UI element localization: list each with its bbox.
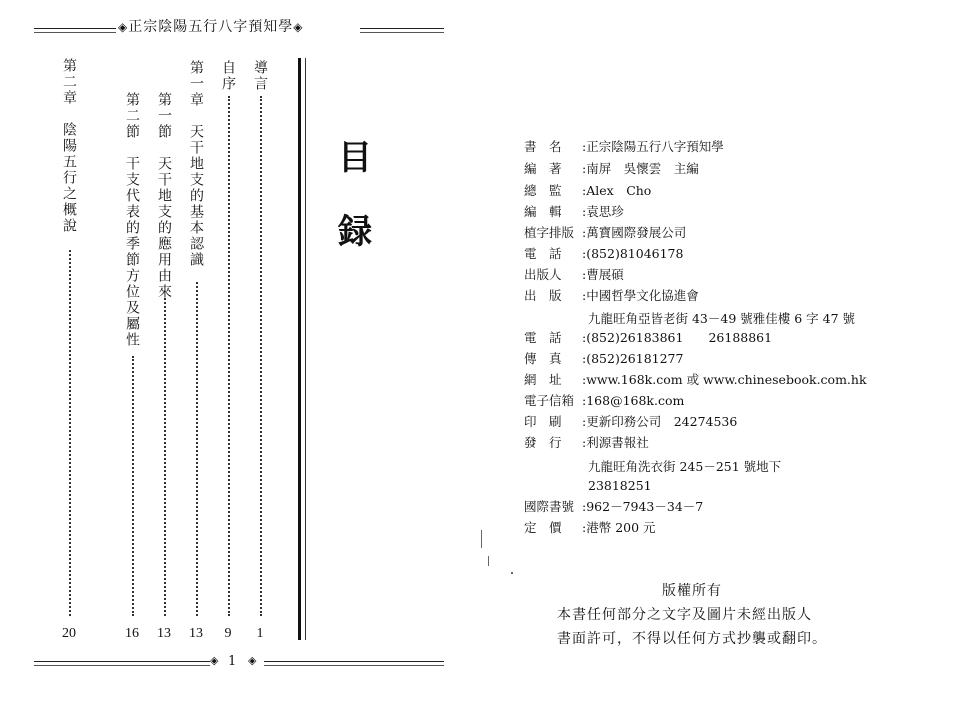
colophon-row	[524, 160, 699, 178]
colophon-row	[524, 287, 699, 305]
toc-leader-dots	[196, 282, 198, 616]
toc-entry-preface-intro: 導言	[252, 60, 268, 92]
colophon-value: 利源書報社	[586, 435, 649, 450]
colophon-colon: :	[582, 288, 587, 303]
footer-rule-right	[264, 661, 444, 662]
colophon-colon: :	[582, 499, 587, 514]
colophon-colon: :	[582, 351, 587, 366]
colophon-colon: :	[582, 139, 587, 154]
toc-entry-chapter-1: 第一章 天干地支的基本認識	[188, 60, 204, 268]
toc-page-number: 20	[62, 626, 76, 641]
colophon-value: (852)26183861 26188861	[586, 330, 773, 345]
colophon-value: 曹展碩	[586, 267, 624, 282]
colophon-label: 電 話	[524, 330, 562, 345]
footer-page-number: 1	[228, 654, 237, 669]
colophon-value: 168@168k.com	[586, 393, 685, 408]
colophon-value: (852)81046178	[586, 246, 684, 261]
colophon-colon: :	[582, 161, 587, 176]
scan-speck	[488, 556, 489, 566]
header-rule-right	[360, 28, 444, 29]
colophon-row	[524, 350, 683, 368]
colophon-row	[524, 266, 624, 284]
colophon-colon: :	[582, 225, 587, 240]
colophon-value: 南屏 吳懷雲 主編	[586, 161, 699, 176]
colophon-label: 出 版	[524, 288, 562, 303]
scan-speck	[511, 572, 513, 574]
toc-title-char-1: 目	[338, 138, 372, 178]
colophon-colon: :	[582, 414, 587, 429]
toc-leader-dots	[132, 356, 134, 616]
toc-entry-section-1: 第一節 天干地支的應用由來	[156, 92, 172, 300]
colophon-row	[524, 329, 772, 347]
colophon-colon: :	[582, 183, 587, 198]
copyright-line-1: 本書任何部分之文字及圖片未經出版人	[557, 607, 812, 623]
colophon-label: 書 名	[524, 139, 562, 154]
colophon-label: 印 刷	[524, 414, 562, 429]
colophon-label: 總 監	[524, 183, 562, 198]
colophon-row	[524, 245, 683, 263]
colophon-label: 國際書號	[524, 499, 575, 514]
colophon-label: 定 價	[524, 520, 562, 535]
colophon-row	[524, 138, 724, 156]
colophon-colon: :	[582, 520, 587, 535]
colophon-continuation: 九龍旺角洗衣街 245－251 號地下	[588, 459, 782, 474]
colophon-label: 電子信箱	[524, 393, 575, 408]
toc-title-char-2: 録	[338, 212, 372, 252]
toc-page-number: 13	[189, 626, 203, 641]
colophon-value: 更新印務公司 24274536	[586, 414, 738, 429]
toc-entry-section-2: 第二節 干支代表的季節方位及屬性	[124, 92, 140, 348]
colophon-colon: :	[582, 393, 587, 408]
colophon-value: 萬寶國際發展公司	[586, 225, 687, 240]
colophon-continuation: 23818251	[588, 478, 652, 493]
running-header	[118, 16, 303, 36]
toc-page-number: 16	[125, 626, 139, 641]
colophon-row	[524, 519, 656, 537]
footer-ornament-right-icon: ◈	[248, 654, 257, 667]
running-header-title: 正宗陰陽五行八字預知學	[128, 19, 294, 35]
colophon-label: 植字排版	[524, 225, 575, 240]
toc-leader-dots	[164, 298, 166, 616]
colophon-colon: :	[582, 204, 587, 219]
colophon-value: 962－7943－34－7	[586, 499, 704, 514]
copyright-heading: 版權所有	[662, 583, 722, 599]
toc-frame-line-thin	[305, 58, 306, 640]
toc-entry-author-preface: 自序	[220, 60, 236, 92]
colophon-row	[524, 413, 737, 431]
colophon-row	[524, 203, 624, 221]
colophon-row	[524, 498, 703, 516]
toc-leader-dots	[260, 96, 262, 616]
scan-speck	[481, 530, 482, 548]
footer-rule-left-inner	[34, 665, 210, 666]
colophon-value: www.168k.com 或 www.chinesebook.com.hk	[586, 372, 867, 387]
colophon-colon: :	[582, 330, 587, 345]
colophon-label: 出版人	[524, 267, 562, 282]
colophon-row	[524, 182, 651, 200]
colophon-label: 發 行	[524, 435, 562, 450]
colophon-colon: :	[582, 246, 587, 261]
header-rule-left-inner	[34, 32, 116, 33]
diamond-ornament-icon: ◈	[293, 20, 304, 34]
toc-frame-line-thick	[298, 58, 301, 640]
colophon-row	[524, 434, 649, 452]
colophon-colon: :	[582, 372, 587, 387]
colophon-label: 傳 真	[524, 351, 562, 366]
header-rule-left	[34, 28, 116, 29]
colophon-label: 電 話	[524, 246, 562, 261]
colophon-continuation: 九龍旺角亞皆老街 43－49 號雅佳樓 6 字 47 號	[588, 311, 856, 326]
colophon-value: Alex Cho	[586, 183, 652, 198]
colophon-row	[524, 224, 686, 242]
header-rule-right-inner	[360, 32, 444, 33]
footer-ornament-left-icon: ◈	[210, 654, 219, 667]
colophon-value: 正宗陰陽五行八字預知學	[586, 139, 724, 154]
toc-page-number: 13	[157, 626, 171, 641]
copyright-line-2: 書面許可，不得以任何方式抄襲或翻印。	[557, 631, 827, 647]
colophon-value: 袁思珍	[586, 204, 624, 219]
footer-rule-right-inner	[264, 665, 444, 666]
toc-entry-chapter-2: 第二章 陰陽五行之概說	[61, 58, 77, 234]
colophon-colon: :	[582, 267, 587, 282]
colophon-row	[524, 371, 867, 389]
colophon-label: 編 著	[524, 161, 562, 176]
toc-page-number: 9	[224, 626, 232, 641]
colophon-colon: :	[582, 435, 587, 450]
toc-leader-dots	[228, 96, 230, 616]
colophon-row	[524, 392, 684, 410]
toc-page-number: 1	[256, 626, 264, 641]
diamond-ornament-icon: ◈	[118, 20, 129, 34]
colophon-value: (852)26181277	[586, 351, 684, 366]
colophon-label: 網 址	[524, 372, 562, 387]
toc-leader-dots	[69, 250, 71, 616]
colophon-value: 港幣 200 元	[586, 520, 656, 535]
footer-rule-left	[34, 661, 210, 662]
colophon-value: 中國哲學文化協進會	[586, 288, 699, 303]
colophon-label: 編 輯	[524, 204, 562, 219]
